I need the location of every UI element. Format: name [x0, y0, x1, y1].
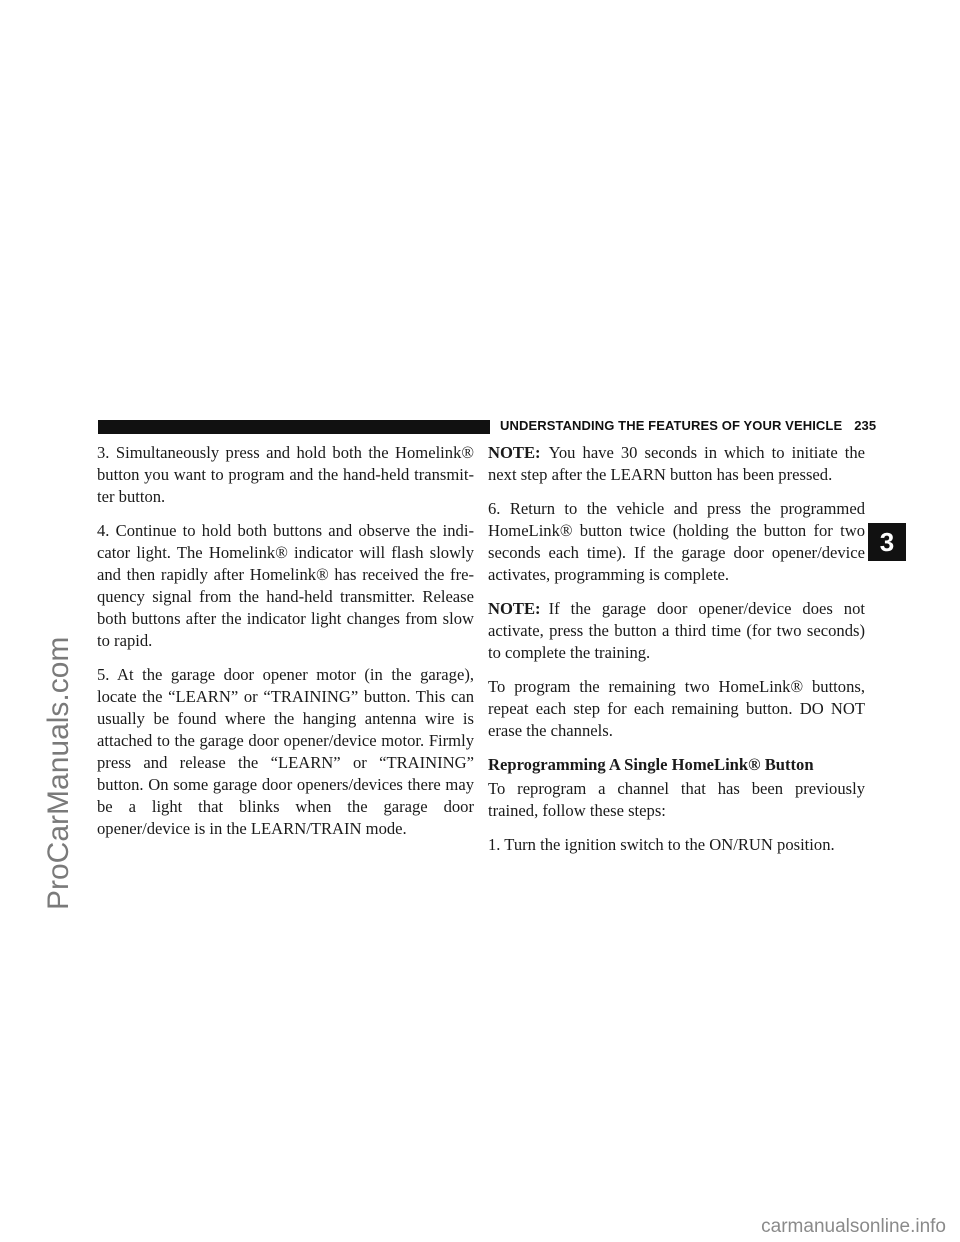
section-title: UNDERSTANDING THE FEATURES OF YOUR VEHICLE: [500, 418, 843, 433]
running-header: [500, 418, 876, 433]
side-watermark: ProCarManuals.com: [42, 636, 75, 910]
note-text: You have 30 seconds in which to initiate the next step after the LEARN button has been pressed.: [488, 443, 865, 484]
note-label: NOTE:: [488, 443, 541, 462]
left-column: [97, 442, 474, 852]
note-label: NOTE:: [488, 599, 541, 618]
reprogram-step-1: 1. Turn the ignition switch to the ON/RUN position.: [488, 835, 835, 854]
note-third-press: [488, 598, 865, 664]
remaining-buttons-paragraph: To program the remaining two HomeLink® buttons, repeat each step for each remaining button. DO NOT erase the channels.: [488, 677, 865, 740]
footer-watermark: carmanualsonline.info: [761, 1216, 946, 1237]
chapter-tab: 3: [868, 523, 906, 561]
reprogram-intro-paragraph: To reprogram a channel that has been previously trained, follow these steps:: [488, 779, 865, 820]
header-rule: [98, 420, 490, 434]
page-number: 235: [854, 418, 877, 433]
step-3-paragraph: 3. Simultaneously press and hold both the Homelink® button you want to program and the hand-held transmit-ter button.: [97, 443, 474, 506]
step-5-paragraph: 5. At the garage door opener motor (in the garage), locate the “LEARN” or “TRAINING” button. This can usually be found where the hanging antenna wire is attached to the garage door opener/device motor. Firmly press and release the “LEARN” or “TRAINING” button. On some garage door openers/devices there may be a light that blinks when the garage door opener/device is in the LEARN/TRAIN mode.: [97, 665, 474, 838]
reprogramming-subheading: Reprogramming A Single HomeLink® Button: [488, 755, 814, 774]
step-6-paragraph: 6. Return to the vehicle and press the programmed HomeLink® button twice (holding the button for two seconds each time). If the garage door opener/device activates, programming is complete.: [488, 499, 865, 584]
right-column: [488, 442, 865, 868]
note-learn-timeout: [488, 442, 865, 486]
note-text: If the garage door opener/device does not activate, press the button a third time (for two seconds) to complete the training.: [488, 599, 865, 662]
step-4-paragraph: 4. Continue to hold both buttons and observe the indi-cator light. The Homelink® indicator will flash slowly and then rapidly after Homelink® has received the fre-quency signal from the hand-held transmitter. Release both buttons after the indicator light changes from slow to rapid.: [97, 521, 474, 650]
